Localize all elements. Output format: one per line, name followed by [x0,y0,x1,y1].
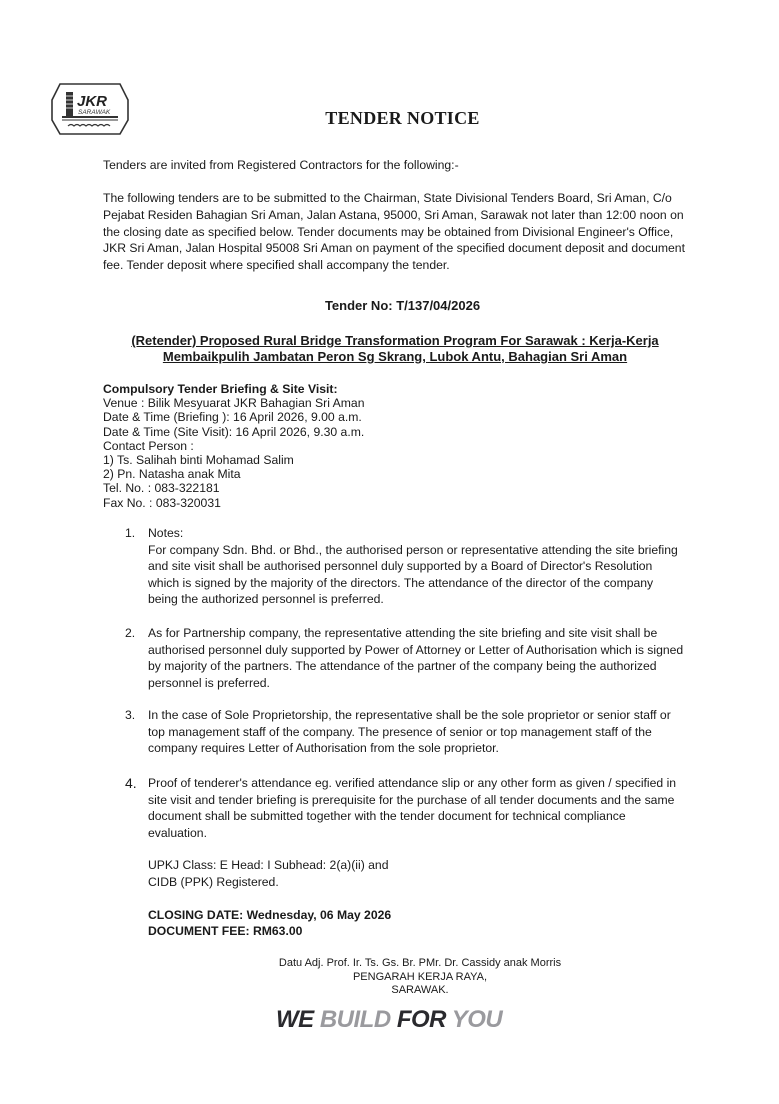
briefing-section [103,382,365,510]
slogan-you: YOU [451,1006,503,1033]
note-item [125,775,685,841]
closing-date: CLOSING DATE: Wednesday, 06 May 2026 [148,908,392,922]
contact-person-2: 2) Pn. Natasha anak Mita [103,467,241,482]
note-text: Proof of tenderer's attendance eg. verified attendance slip or any other form as given / specified in site visit and tender briefing is prerequisite for the purchase of all tender documents and the same document shall be submitted together with the tender document for technical compliance evaluation. [148,776,677,840]
contact-person-label: Contact Person : [103,438,194,453]
cidb-registration: CIDB (PPK) Registered. [148,875,279,889]
project-title-line-1: (Retender) Proposed Rural Bridge Transformation Program For Sarawak : Kerja-Kerja [131,333,659,348]
slogan-for: FOR [396,1006,447,1033]
project-title-line-2: Membaikpulih Jambatan Peron Sg Skrang, Lubok Antu, Bahagian Sri Aman [162,349,628,364]
class-info [148,857,388,891]
note-number: 1. [125,526,136,540]
note-number: 4. [125,775,137,791]
note-item [125,525,685,608]
tel-number: Tel. No. : 083-322181 [103,481,220,496]
briefing-venue: Venue : Bilik Mesyuarat JKR Bahagian Sri Aman [103,396,365,411]
briefing-heading: Compulsory Tender Briefing & Site Visit: [103,382,338,396]
slogan [276,1006,502,1034]
submission-text: The following tenders are to be submitted to the Chairman, State Divisional Tenders Board, Sri Aman, C/o Pejabat Residen Bahagian Sri Aman, Jalan Astana, 95000, Sri Aman, Sarawak not later than 12:00 noon on the closing date as specified below. Tender documents may be obtained from Divisional Engineer's Office, JKR Sri Aman, Jalan Hospital 95008 Sri Aman on payment of the specified document deposit and document fee. Tender deposit where specified shall accompany the tender. [103,191,685,273]
closing-info [148,907,391,939]
note-text: As for Partnership company, the representative attending the site briefing and site visit shall be authorised personnel duly supported by Power of Attorney or Letter of Authorisation which is signed by majority of the partners. The attendance of the partner of the company being the authorized personnel is preferred. [148,626,684,690]
tender-number: Tender No: T/137/04/2026 [324,298,481,313]
contact-person-1: 1) Ts. Salihah binti Mohamad Salim [103,453,294,468]
upkj-class: UPKJ Class: E Head: I Subhead: 2(a)(ii) and [148,858,389,872]
note-number: 2. [125,626,136,640]
slogan-build: BUILD [319,1006,391,1033]
note-item [125,707,685,757]
note-item [125,625,685,691]
signatory-state: SARAWAK. [391,984,449,996]
document-fee: DOCUMENT FEE: RM63.00 [148,924,303,938]
note-number: 3. [125,708,136,722]
fax-number: Fax No. : 083-320031 [103,495,221,510]
note-text: In the case of Sole Proprietorship, the representative shall be the sole proprietor or senior staff or top management staff of the company. The presence of senior or top management staff of the company requires Letter of Authorisation from the sole proprietor. [148,708,671,755]
briefing-datetime: Date & Time (Briefing ): 16 April 2026, 9.00 a.m. [103,410,362,425]
note-text: For company Sdn. Bhd. or Bhd., the authorised person or representative attending the site briefing and site visit shall be authorised personnel duly supported by a Board of Director's Resolution which is signed by the majority of the directors. The attendance of the director of the company being the authorized personnel is preferred. [148,542,678,606]
signature-block [260,957,580,998]
logo-text: JKR [77,93,108,110]
intro-text: Tenders are invited from Registered Contractors for the following:- [103,158,459,172]
project-title [100,333,690,365]
slogan-we: WE [276,1006,314,1033]
logo-subtext: SARAWAK [78,109,111,116]
page-title: TENDER NOTICE [325,108,480,128]
site-visit-datetime: Date & Time (Site Visit): 16 April 2026, 9.30 a.m. [103,424,365,439]
signatory-position: PENGARAH KERJA RAYA, [352,970,488,983]
signatory-name: Datu Adj. Prof. Ir. Ts. Gs. Br. PMr. Dr. Cassidy anak Morris [278,957,562,969]
note-heading: Notes: [148,526,184,540]
